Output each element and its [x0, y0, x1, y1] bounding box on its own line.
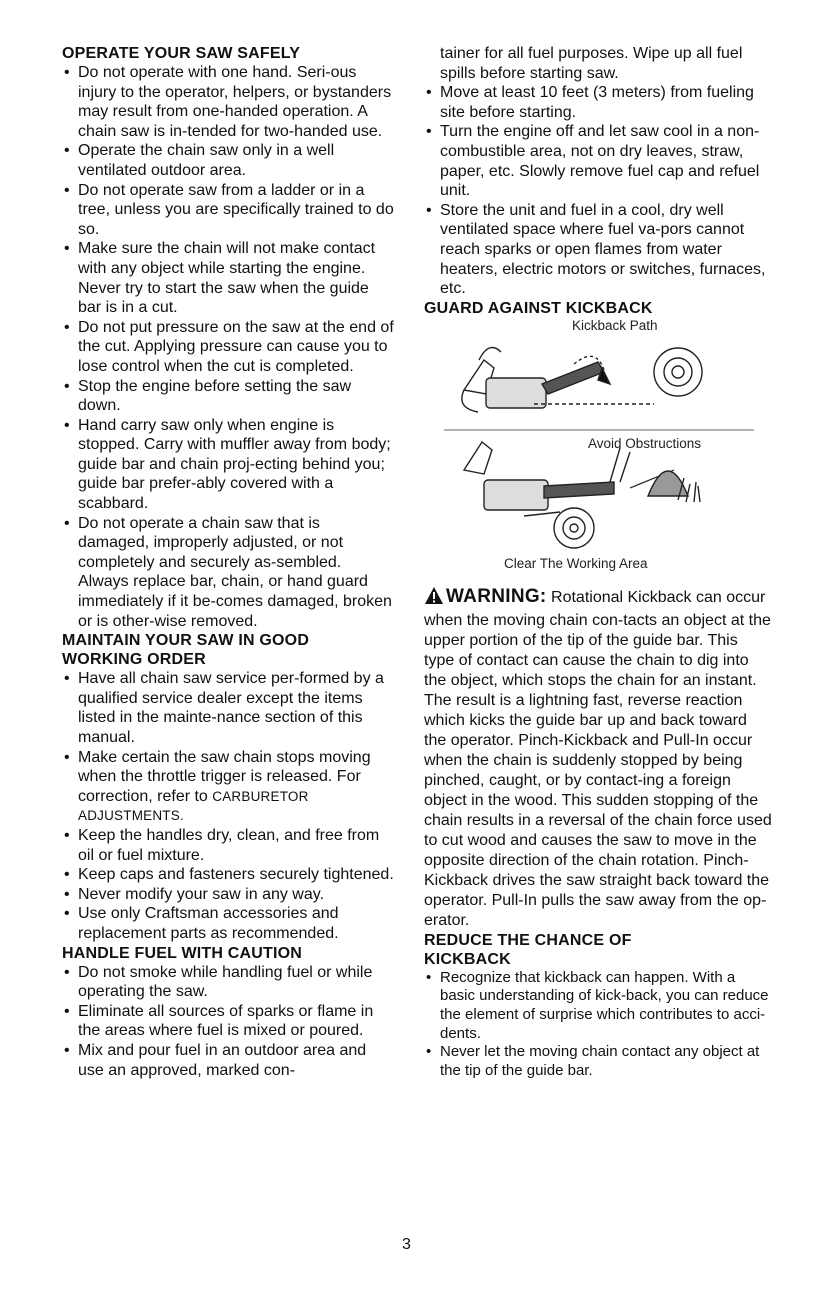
list-item: • Do not operate with one hand. Seri-ous injury to the operator, helpers, or bystanders may result from one-handed operation. A chain saw is in-tended for two-handed use. — [62, 63, 394, 141]
list-item: • Do not smoke while handling fuel or while operating the saw. — [62, 963, 394, 1002]
list-item: • Stop the engine before setting the saw down. — [62, 377, 394, 416]
list-item: • Do not operate saw from a ladder or in a tree, unless you are specifically trained to do so. — [62, 181, 394, 240]
log-end-icon — [654, 348, 702, 396]
fuel-continued: tainer for all fuel purposes. Wipe up all fuel spills before starting saw. — [440, 45, 743, 82]
list-item-text: Make certain the saw chain stops moving when the throttle trigger is released. For correction, refer to — [78, 748, 371, 805]
reduce-heading-2: KICKBACK — [424, 950, 511, 968]
list-item: • Mix and pour fuel in an outdoor area and use an approved, marked con- — [62, 1041, 394, 1080]
maintain-heading — [62, 631, 394, 650]
list-item: • Use only Craftsman accessories and replacement parts as recommended. — [62, 904, 394, 943]
carburetor-reference: CARBURETOR ADJUSTMENTS. — [78, 788, 309, 824]
guide-bar-icon-2 — [544, 482, 614, 498]
fuel-list — [62, 963, 394, 1081]
kickback-path-label: Kickback Path — [572, 317, 658, 333]
operate-list — [62, 63, 394, 631]
maintain-heading-words: MAINTAIN YOUR SAW IN GOOD — [62, 632, 310, 650]
list-item: • Have all chain saw service per-formed by a qualified service dealer except the items listed in the mainte-nance section of this manual. — [62, 669, 394, 747]
list-item — [62, 748, 394, 826]
avoid-obstructions-label: Avoid Obstructions — [588, 435, 702, 451]
reduce-list — [424, 969, 772, 1081]
page-number: 3 — [402, 1236, 411, 1253]
list-item: • Eliminate all sources of sparks or flame in the areas where fuel is mixed or poured. — [62, 1002, 394, 1041]
list-item: • Turn the engine off and let saw cool in a non-combustible area, not on dry leaves, straw, paper, etc. Slowly remove fuel cap and refuel unit. — [424, 122, 772, 200]
right-column — [424, 44, 772, 1080]
kickback-illustration — [424, 317, 772, 572]
fuel-heading: HANDLE FUEL WITH CAUTION — [62, 944, 303, 962]
guide-bar-icon — [542, 362, 604, 394]
warning-paragraph — [424, 586, 772, 931]
fuel-list-continued — [424, 83, 772, 299]
list-item: • Keep the handles dry, clean, and free from oil or fuel mixture. — [62, 826, 394, 865]
list-item: • Do not operate a chain saw that is damaged, improperly adjusted, or not completely and securely as-sembled. Always replace bar, chain, or hand guard immediately if it be-comes damaged, broken or is other-wise removed. — [62, 514, 394, 632]
warning-body: can occur when the moving chain con-tacts an object at the upper portion of the tip of the guide bar. This type of contact can cause the chain to dig into the object, which stops the chain for an instant. The result is a lightning fast, reverse reaction which kicks the guide bar up and back toward the operator. Pinch-Kickback and Pull-In occur when the chain is suddenly stopped by being pinched, caught, or by contact-ing a foreign object in the wood. This sudden stopping of the chain results in a reversal of the chain force used to cut wood and causes the saw to move in the opposite direction of the chain rotation. Pinch-Kickback drives the saw straight back toward the operator. Pull-In pulls the saw away from the op-erator. — [424, 588, 772, 929]
operate-heading: OPERATE YOUR SAW SAFELY — [62, 45, 301, 62]
list-item: • Make sure the chain will not make contact with any object while starting the engine. Never try to start the saw when the guide bar is in a cut. — [62, 239, 394, 317]
list-item: • Store the unit and fuel in a cool, dry well ventilated space where fuel va-pors cannot reach sparks or open flames from water heaters, electric motors or switches, furnaces, etc. — [424, 201, 772, 299]
reduce-heading: REDUCE THE CHANCE OF — [424, 931, 632, 949]
chainsaw-body-icon-2 — [484, 480, 548, 510]
list-item: • Never let the moving chain contact any object at the tip of the guide bar. — [424, 1043, 772, 1080]
log-icon — [554, 508, 594, 548]
list-item: • Operate the chain saw only in a well ventilated outdoor area. — [62, 141, 394, 180]
operator-hand-icon-2 — [464, 442, 492, 474]
kickback-heading: GUARD AGAINST KICKBACK — [424, 299, 653, 317]
list-item: • Keep caps and fasteners securely tightened. — [62, 865, 394, 885]
warning-title: WARNING: — [446, 585, 547, 607]
maintain-heading-2: WORKING ORDER — [62, 651, 206, 669]
list-item: • Hand carry saw only when engine is stopped. Carry with muffler away from body; guide bar and chain proj-ecting behind you; guide bar prefer-ably covered with a scabbard. — [62, 416, 394, 514]
maintain-list — [62, 669, 394, 943]
list-item: • Never modify your saw in any way. — [62, 885, 394, 905]
list-item: • Do not put pressure on the saw at the end of the cut. Applying pressure can cause you to lose control when the cut is completed. — [62, 318, 394, 377]
list-item: • Move at least 10 feet (3 meters) from fueling site before starting. — [424, 83, 772, 122]
warning-triangle-icon — [424, 586, 444, 611]
warning-lead: Rotational Kickback — [551, 588, 692, 606]
branch-icon — [610, 448, 630, 482]
left-column — [62, 44, 394, 1080]
clear-working-area-label: Clear The Working Area — [504, 555, 648, 571]
list-item: • Recognize that kickback can happen. With a basic understanding of kick-back, you can reduce the element of surprise which contributes to acci-dents. — [424, 969, 772, 1043]
